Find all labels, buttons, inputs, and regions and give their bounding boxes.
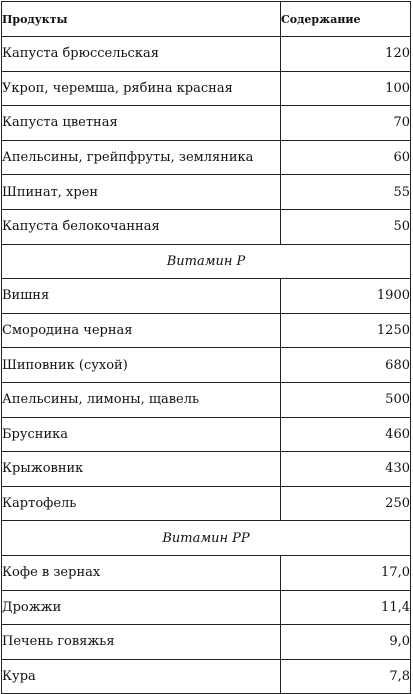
product-name: Укроп, черемша, рябина красная	[2, 71, 281, 106]
content-value: 50	[281, 209, 411, 244]
content-value: 120	[281, 37, 411, 72]
product-name: Кофе в зернах	[2, 555, 281, 590]
table-row	[2, 590, 411, 625]
table-row	[2, 279, 411, 314]
content-value: 430	[281, 452, 411, 487]
table-row	[2, 37, 411, 72]
table-row	[2, 71, 411, 106]
product-name: Шпинат, хрен	[2, 175, 281, 210]
content-value: 460	[281, 417, 411, 452]
section-title: Витамин РР	[2, 521, 411, 556]
content-value: 17,0	[281, 555, 411, 590]
table-row	[2, 417, 411, 452]
content-value: 100	[281, 71, 411, 106]
product-name: Смородина черная	[2, 313, 281, 348]
content-value: 500	[281, 382, 411, 417]
section-row	[2, 244, 411, 279]
product-name: Дрожжи	[2, 590, 281, 625]
table-row	[2, 313, 411, 348]
content-value: 7,8	[281, 659, 411, 694]
product-name: Капуста цветная	[2, 106, 281, 141]
section-row	[2, 521, 411, 556]
content-value: 680	[281, 348, 411, 383]
content-value: 9,0	[281, 625, 411, 660]
content-value: 55	[281, 175, 411, 210]
content-value: 250	[281, 486, 411, 521]
product-name: Капуста белокочанная	[2, 209, 281, 244]
content-value: 11,4	[281, 590, 411, 625]
table-row	[2, 555, 411, 590]
product-name: Шиповник (сухой)	[2, 348, 281, 383]
table-row	[2, 348, 411, 383]
product-name: Апельсины, грейпфруты, земляника	[2, 140, 281, 175]
header-products: Продукты	[2, 2, 281, 37]
content-value: 1900	[281, 279, 411, 314]
table-row	[2, 625, 411, 660]
content-value: 70	[281, 106, 411, 141]
product-name: Капуста брюссельская	[2, 37, 281, 72]
content-value: 1250	[281, 313, 411, 348]
table-header-row	[2, 2, 411, 37]
table-row	[2, 106, 411, 141]
vitamin-content-table	[1, 1, 411, 694]
table-row	[2, 382, 411, 417]
product-name: Вишня	[2, 279, 281, 314]
product-name: Картофель	[2, 486, 281, 521]
product-name: Печень говяжья	[2, 625, 281, 660]
product-name: Крыжовник	[2, 452, 281, 487]
table-row	[2, 175, 411, 210]
product-name: Апельсины, лимоны, щавель	[2, 382, 281, 417]
content-value: 60	[281, 140, 411, 175]
header-content: Содержание	[281, 2, 411, 37]
table-body	[2, 37, 411, 694]
table-row	[2, 140, 411, 175]
table-row	[2, 486, 411, 521]
table-row	[2, 452, 411, 487]
product-name: Брусника	[2, 417, 281, 452]
product-name: Кура	[2, 659, 281, 694]
table-row	[2, 209, 411, 244]
section-title: Витамин Р	[2, 244, 411, 279]
